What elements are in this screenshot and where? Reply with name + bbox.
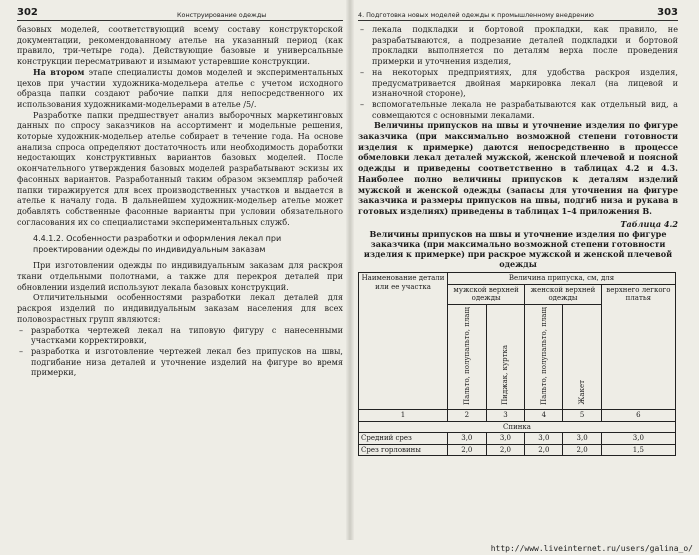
table-subheader: Пальто, полупальто, плащ (525, 304, 563, 409)
left-page (17, 8, 343, 378)
table-cell: 3,0 (486, 433, 525, 445)
table-header-men: мужской верхней одежды (448, 284, 525, 304)
table-cell: 1,5 (601, 444, 675, 456)
source-url: http://www.liveinternet.ru/users/galina_o/ (490, 544, 693, 553)
allowance-table (358, 272, 676, 456)
right-paragraph-1: Величины припусков на швы и уточнение изделия по фигуре заказчика (при максимально возможной степени готовности изделия к примерке) даются непосредственно в процессе обмеловки лекал деталей мужской, женской плечевой и поясной одежды и приведены соответственно в таблицах 4.2 и 4.3. Наиболее полно величины припусков к деталям изделий мужской и женской одежды (запасы для уточнения на фигуре заказчика и размеры припусков на швы, подгиб низа и рукава в готовых изделиях) приведены в таблицах 1–4 приложения В. (358, 120, 678, 216)
table-cell: 6 (601, 410, 675, 422)
right-page-number: 303 (657, 7, 678, 18)
table-cell: 3,0 (525, 433, 563, 445)
right-running-header (358, 8, 678, 21)
list-item: – лекала подкладки и бортовой прокладки, как правило, не разрабатываются, а подрезание деталей подкладки и бортовой прокладки выполняется по деталям верха после проведения примерки и уточнения изделия, (358, 24, 678, 67)
section-heading: 4.4.1.2. Особенности разработки и оформления лекал при проектировании одежды по индивидуальным заказам (33, 234, 282, 255)
table-cell: 3 (486, 410, 525, 422)
table-cell: 2,0 (448, 444, 487, 456)
table-header-group: Величина припуска, см, для (448, 273, 676, 285)
list-item: – разработка чертежей лекал на типовую фигуру с нанесенными участками корректировки, (17, 325, 343, 346)
book-gutter (346, 0, 354, 540)
table-cell: 2,0 (563, 444, 601, 456)
right-page (358, 8, 678, 456)
list-item: – вспомогательные лекала не разрабатываются как отдельный вид, а совмещаются с основными лекалами. (358, 99, 678, 120)
left-paragraph-5: Отличительными особенностями разработки лекал деталей для раскроя изделий по индивидуальным заказам населения для всех половозрастных групп являются: (17, 292, 343, 324)
table-header-name: Наименование детали или ее участка (359, 273, 448, 410)
table-cell: 2 (448, 410, 487, 422)
left-paragraph-4: При изготовлении одежды по индивидуальным заказам для раскроя ткани отдельными полотнами, а также для перекроя деталей при обновлении изделий используют лекала базовых конструкций. (17, 260, 343, 292)
right-bullet-list (358, 24, 678, 120)
left-bullet-list (17, 325, 343, 379)
left-paragraph-2-bold: На втором (33, 66, 85, 77)
left-running-title: Конструирование одежды (177, 11, 267, 19)
table-cell: 2,0 (525, 444, 563, 456)
table-subheader: Пиджак, куртка (486, 304, 525, 409)
list-item: – на некоторых предприятиях, для удобства раскроя изделия, предусматривается двойная маркировка лекал (на лицевой и изнаночной стороне), (358, 67, 678, 99)
left-page-number: 302 (17, 7, 38, 18)
right-running-title: 4. Подготовка новых моделей одежды к промышленному внедрению (358, 11, 594, 19)
left-paragraph-2 (17, 67, 343, 110)
table-cell: 4 (525, 410, 563, 422)
table-cell: 3,0 (601, 433, 675, 445)
left-paragraph-2-text: этапе специалисты домов моделей и экспериментальных цехов при участии художника-модельера ателье с учетом исходного образца папки создают рабочие папки для непосредственного их использования художниками-модельерами в ателье /5/. (17, 66, 343, 109)
left-paragraph-3: Разработке папки предшествует анализ выборочных маркетинговых данных по спросу заказчиков на ассортимент и модельные решения, которые художник-модельер ателье собирает в течение года. На основе анализа спроса определяют достаточность или необходимость доработки недостающих конструктивных вариантов базовых моделей. После окончательного утверждения базовых моделей разрабатывают эскизы их фасонных вариантов. Разработанный таким образом экземпляр рабочей папки тиражируется для всех производственных участков и выдается в ателье к началу года. В дальнейшем художник-модельер ателье может добавлять собственные фасонные варианты при условии обязательного согласования их со специалистами экспериментальных служб. (17, 109, 343, 227)
left-running-header (17, 8, 343, 21)
table-row (359, 444, 676, 456)
table-cell: 3,0 (563, 433, 601, 445)
table-row-label: Срез горловины (359, 444, 448, 456)
table-subheader: Жакет (563, 304, 601, 409)
table-section-label: Спинка (359, 421, 676, 433)
table-header-women: женской верхней одежды (525, 284, 601, 304)
table-row-label: Средний срез (359, 433, 448, 445)
table-cell: 3,0 (448, 433, 487, 445)
table-column-numbers (359, 410, 676, 422)
table-label: Таблица 4.2 (620, 218, 678, 229)
left-paragraph-1: базовых моделей, соответствующий всему составу конструкторской документации, рекомендованному ателье на указанный период (как правило, три-четыре года). Действующие базовые и универсальные конструкции пересматривают и изымают устаревшие конструкции. (17, 24, 343, 67)
table-row (359, 433, 676, 445)
table-title: Величины припусков на швы и уточнение изделия по фигуре заказчика (при максимально возможной степени готовности изделия к примерке) при раскрое мужской и женской плечевой одежды (363, 229, 673, 270)
table-cell: 2,0 (486, 444, 525, 456)
table-header-light: верхнего легкого платья (601, 284, 675, 409)
table-subheader: Пальто, полупальто, плащ (448, 304, 487, 409)
table-cell: 1 (359, 410, 448, 422)
list-item: – разработка и изготовление чертежей лекал без припусков на швы, подгибание низа деталей и уточнение изделий на фигуре во время примерки, (17, 346, 343, 378)
table-cell: 5 (563, 410, 601, 422)
table-section-row (359, 421, 676, 433)
